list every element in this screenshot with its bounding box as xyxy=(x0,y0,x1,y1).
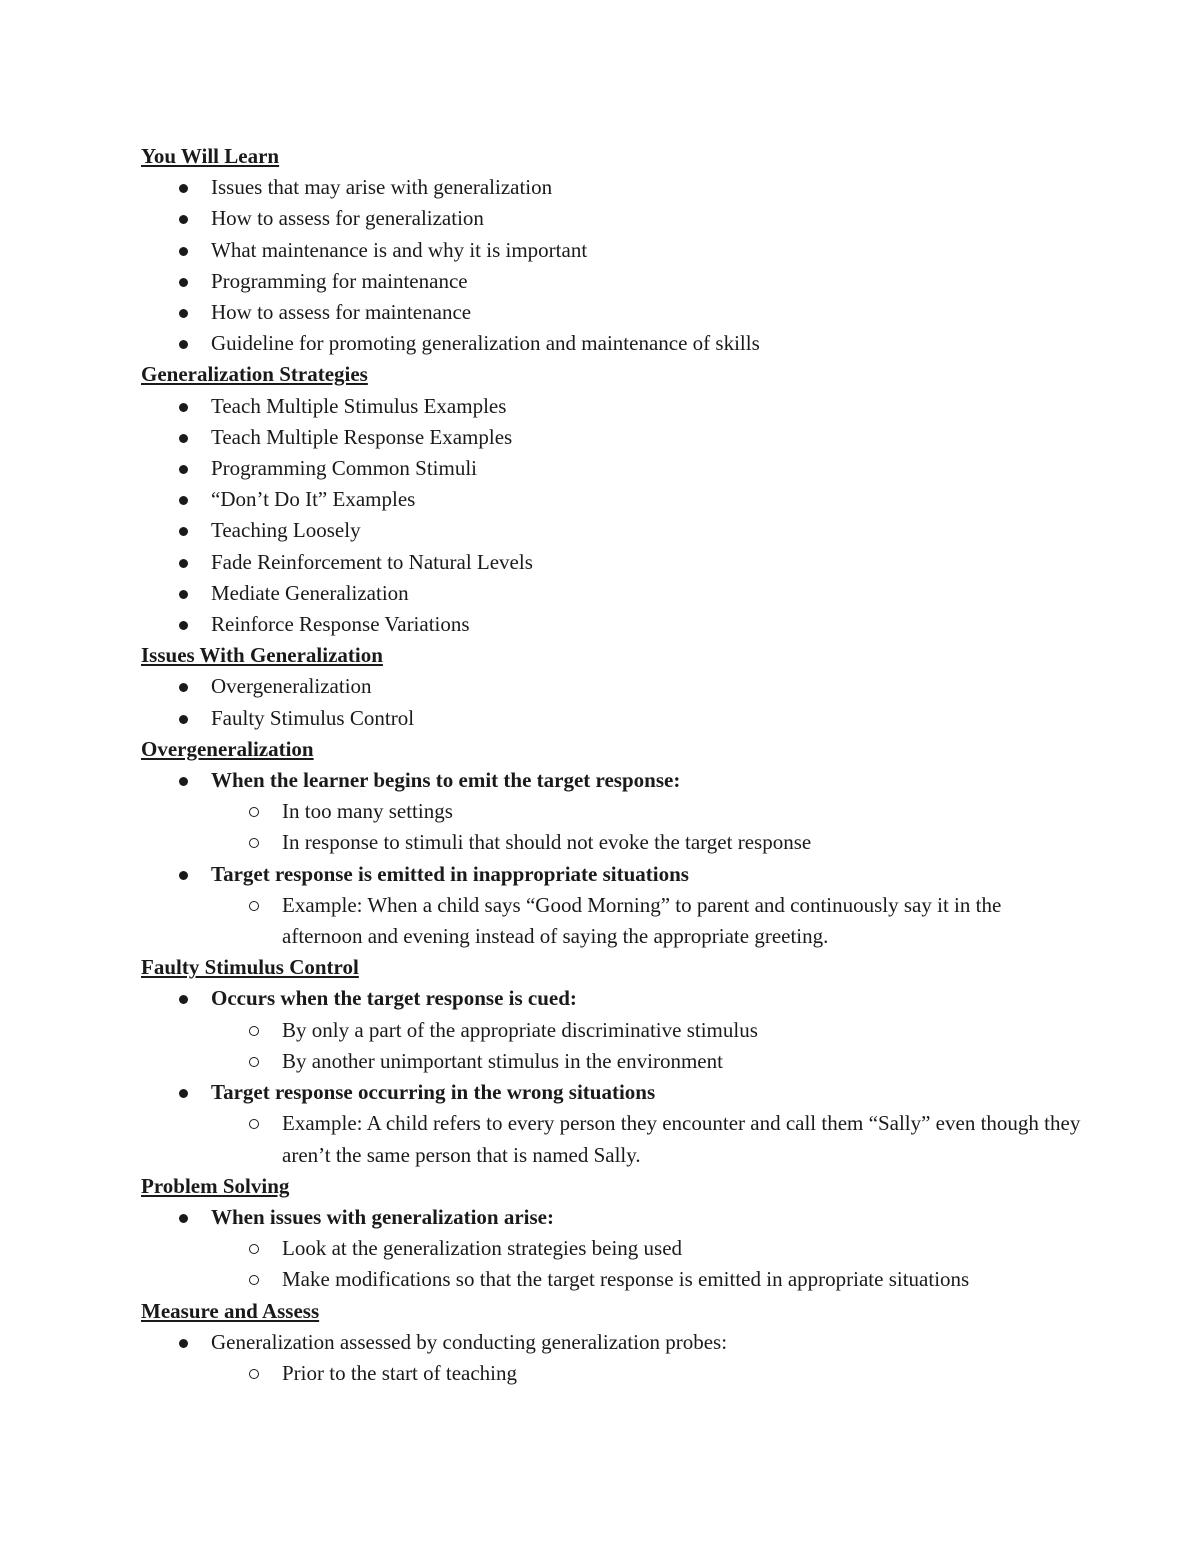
bullet-icon xyxy=(179,465,188,474)
circle-bullet-icon xyxy=(249,1057,259,1067)
list-item: Teach Multiple Response Examples xyxy=(141,422,1081,453)
bullet-icon xyxy=(179,403,188,412)
circle-bullet-icon xyxy=(249,1369,259,1379)
list-item: Reinforce Response Variations xyxy=(141,609,1081,640)
bullet-icon xyxy=(179,527,188,536)
bullet-icon xyxy=(179,1089,188,1098)
bullet-icon xyxy=(179,309,188,318)
list-item: Programming Common Stimuli xyxy=(141,453,1081,484)
list-item: Teach Multiple Stimulus Examples xyxy=(141,391,1081,422)
section-faulty-stimulus-control xyxy=(141,952,1081,1170)
bullet-icon xyxy=(179,215,188,224)
section-heading: Overgeneralization xyxy=(141,736,314,761)
document-page xyxy=(141,141,1081,1389)
list-item: Faulty Stimulus Control xyxy=(141,703,1081,734)
sub-list-item: Prior to the start of teaching xyxy=(141,1358,1081,1389)
list-item: Fade Reinforcement to Natural Levels xyxy=(141,547,1081,578)
circle-bullet-icon xyxy=(249,901,259,911)
bullet-icon xyxy=(179,184,188,193)
bullet-icon xyxy=(179,434,188,443)
sub-list-item: Example: A child refers to every person they encounter and call them “Sally” even though they aren’t the same person that is named Sally. xyxy=(141,1108,1081,1170)
circle-bullet-icon xyxy=(249,1119,259,1129)
section-heading: Measure and Assess xyxy=(141,1298,320,1323)
bullet-icon xyxy=(179,1214,188,1223)
sub-list-item: In response to stimuli that should not evoke the target response xyxy=(141,827,1081,858)
bullet-icon xyxy=(179,247,188,256)
circle-bullet-icon xyxy=(249,1026,259,1036)
section-overgeneralization xyxy=(141,734,1081,952)
list-item: Target response occurring in the wrong situations xyxy=(141,1077,1081,1108)
bullet-icon xyxy=(179,590,188,599)
sub-list-item: Look at the generalization strategies being used xyxy=(141,1233,1081,1264)
section-heading: Faulty Stimulus Control xyxy=(141,955,359,980)
section-heading: Generalization Strategies xyxy=(141,362,368,387)
sub-list-item: Example: When a child says “Good Morning” to parent and continuously say it in the afternoon and evening instead of saying the appropriate greeting. xyxy=(141,890,1081,952)
sub-list-item: In too many settings xyxy=(141,796,1081,827)
section-you-will-learn xyxy=(141,141,1081,359)
list-item: When issues with generalization arise: xyxy=(141,1202,1081,1233)
list-item: Guideline for promoting generalization and maintenance of skills xyxy=(141,328,1081,359)
list-item: Target response is emitted in inappropriate situations xyxy=(141,859,1081,890)
bullet-icon xyxy=(179,496,188,505)
section-issues-with-generalization xyxy=(141,640,1081,734)
list-item: When the learner begins to emit the target response: xyxy=(141,765,1081,796)
circle-bullet-icon xyxy=(249,807,259,817)
section-generalization-strategies xyxy=(141,359,1081,640)
bullet-icon xyxy=(179,683,188,692)
list-item: How to assess for maintenance xyxy=(141,297,1081,328)
list-item: Mediate Generalization xyxy=(141,578,1081,609)
list-item: Programming for maintenance xyxy=(141,266,1081,297)
section-heading: You Will Learn xyxy=(141,144,280,168)
list-item: Occurs when the target response is cued: xyxy=(141,983,1081,1014)
sub-list-item: By another unimportant stimulus in the environment xyxy=(141,1046,1081,1077)
list-item: Overgeneralization xyxy=(141,671,1081,702)
circle-bullet-icon xyxy=(249,838,259,848)
section-problem-solving xyxy=(141,1171,1081,1296)
circle-bullet-icon xyxy=(249,1244,259,1254)
list-item: Issues that may arise with generalization xyxy=(141,172,1081,203)
list-item: “Don’t Do It” Examples xyxy=(141,484,1081,515)
bullet-icon xyxy=(179,621,188,630)
list-item: Teaching Loosely xyxy=(141,515,1081,546)
section-measure-and-assess xyxy=(141,1296,1081,1390)
bullet-icon xyxy=(179,278,188,287)
list-item: What maintenance is and why it is important xyxy=(141,235,1081,266)
section-heading: Issues With Generalization xyxy=(141,643,383,668)
bullet-icon xyxy=(179,871,188,880)
bullet-icon xyxy=(179,715,188,724)
bullet-icon xyxy=(179,777,188,786)
bullet-icon xyxy=(179,995,188,1004)
bullet-icon xyxy=(179,559,188,568)
sub-list-item: By only a part of the appropriate discriminative stimulus xyxy=(141,1015,1081,1046)
list-item: How to assess for generalization xyxy=(141,203,1081,234)
circle-bullet-icon xyxy=(249,1275,259,1285)
list-item: Generalization assessed by conducting generalization probes: xyxy=(141,1327,1081,1358)
sub-list-item: Make modifications so that the target response is emitted in appropriate situations xyxy=(141,1264,1081,1295)
bullet-icon xyxy=(179,340,188,349)
bullet-icon xyxy=(179,1339,188,1348)
section-heading: Problem Solving xyxy=(141,1173,290,1198)
